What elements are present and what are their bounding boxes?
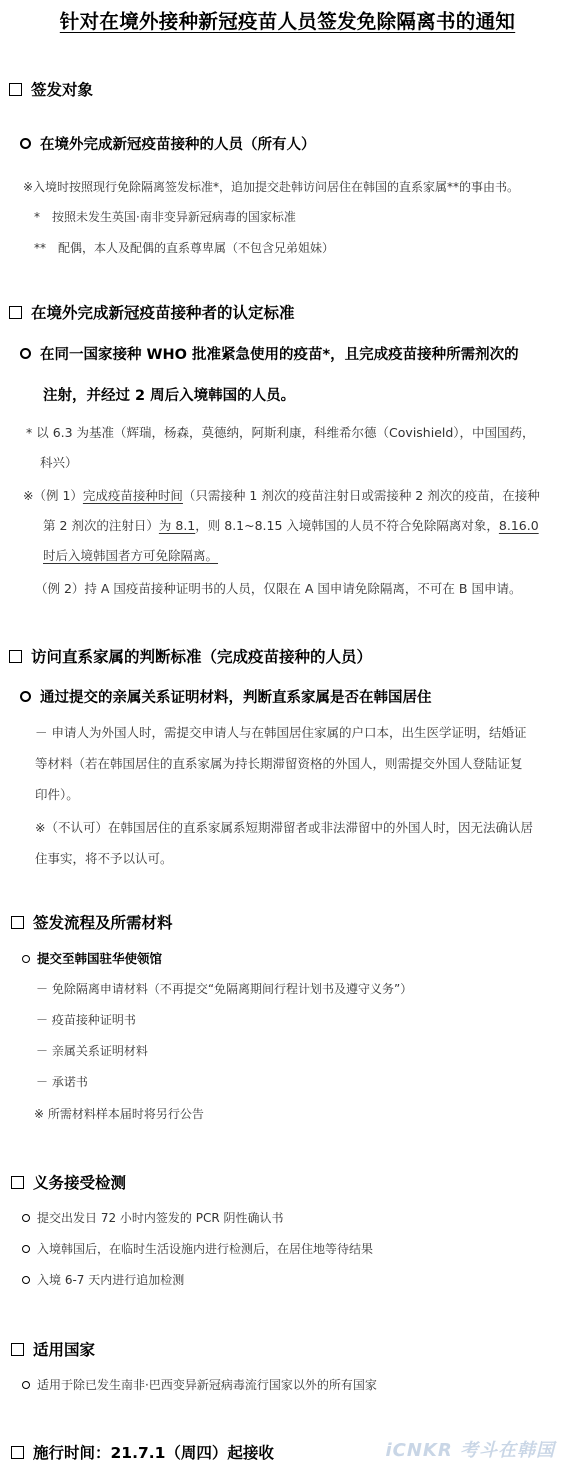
- section-heading-criteria: [9, 301, 295, 323]
- section-heading-label: 签发对象: [31, 81, 94, 99]
- section-heading-label: 签发流程及所需材料: [33, 914, 173, 932]
- list-item: [22, 1209, 283, 1226]
- list-item: [22, 1376, 377, 1393]
- checkbox-square-icon: [9, 83, 22, 96]
- page-title: 针对在境外接种新冠疫苗人员签发免除隔离书的通知: [59, 10, 516, 33]
- paragraph-line: ※（不认可）在韩国居住的直系家属系短期滞留者或非法滞留中的外国人时，因无法确认居: [35, 820, 533, 835]
- subheading-label: 在同一国家接种 WHO 批准紧急使用的疫苗*，且完成疫苗接种所需剂次的: [40, 347, 519, 363]
- section-heading-countries: [11, 1338, 95, 1360]
- subheading-criteria-line-2: 注射，并经过 2 周后入境韩国的人员。: [43, 388, 296, 404]
- underlined-text: 完成疫苗接种时间: [82, 488, 183, 503]
- subheading-submit: [22, 949, 162, 967]
- underlined-text: 为 8.1: [158, 518, 196, 533]
- paragraph-line: 等材料（若在韩国居住的直系家属为持长期滞留资格的外国人，则需提交外国人登陆证复: [35, 756, 523, 771]
- section-heading-label: 适用国家: [33, 1341, 96, 1359]
- list-item: [22, 1271, 184, 1288]
- section-heading-label: 在境外完成新冠疫苗接种者的认定标准: [31, 304, 295, 322]
- subheading-target: [20, 133, 316, 154]
- list-item: [22, 1240, 373, 1257]
- paragraph-line: 印件）。: [35, 787, 79, 802]
- circle-bullet-icon: [22, 1245, 30, 1253]
- example-label: ※（例 1）: [23, 488, 83, 503]
- subheading-label: 通过提交的亲属关系证明材料，判断直系家属是否在韩国居住: [40, 690, 432, 706]
- checkbox-square-icon: [11, 916, 24, 929]
- subheading-label: 在境外完成新冠疫苗接种的人员（所有人）: [40, 137, 316, 153]
- note-line: * 按照未发生英国·南非变异新冠病毒的国家标准: [34, 210, 296, 224]
- note-line: ** 配偶，本人及配偶的直系尊卑属（不包含兄弟姐妹）: [34, 241, 335, 255]
- section-heading-process: [11, 911, 173, 933]
- checkbox-square-icon: [9, 650, 22, 663]
- section-heading-testing: [11, 1171, 126, 1193]
- circle-bullet-icon: [22, 1381, 30, 1389]
- example-2: （例 2）持 A 国疫苗接种证明书的人员，仅限在 A 国申请免除隔离，不可在 B 国申请。: [35, 581, 522, 596]
- section-heading-effective-date: [11, 1441, 274, 1463]
- example-text: （只需接种 1 剂次的疫苗注射日或需接种 2 剂次的疫苗，在接种: [182, 488, 540, 503]
- circle-bullet-icon: [20, 138, 31, 149]
- list-item: － 承诺书: [36, 1075, 88, 1089]
- section-heading-family: [9, 645, 372, 667]
- underlined-text: 8.16.0: [498, 518, 539, 533]
- list-item-label: 入境韩国后，在临时生活设施内进行检测后，在居住地等待结果: [37, 1242, 374, 1256]
- subheading-label: 提交至韩国驻华使领馆: [37, 951, 163, 966]
- checkbox-square-icon: [11, 1176, 24, 1189]
- circle-bullet-icon: [20, 348, 31, 359]
- circle-bullet-icon: [22, 1276, 30, 1284]
- paragraph-line: 住事实，将不予以认可。: [35, 851, 173, 866]
- checkbox-square-icon: [11, 1446, 24, 1459]
- note-line: * 以 6.3 为基准（辉瑞，杨森，莫德纳，阿斯利康，科维希尔德（Covishield），中国国药，: [26, 425, 535, 440]
- example-text: ，则 8.1~8.15 入境韩国的人员不符合免除隔离对象，: [195, 518, 499, 533]
- watermark: iCNKR 考斗在韩国: [385, 1440, 555, 1461]
- circle-bullet-icon: [22, 955, 30, 963]
- example-1-line-1: [23, 486, 540, 504]
- section-heading-label: 义务接受检测: [33, 1174, 127, 1192]
- list-item-label: 提交出发日 72 小时内签发的 PCR 阴性确认书: [37, 1211, 284, 1225]
- example-1-line-3: 时后入境韩国者方可免除隔离。: [43, 548, 219, 563]
- note-line: ※ 所需材料样本届时将另行公告: [34, 1107, 204, 1121]
- circle-bullet-icon: [20, 691, 31, 702]
- section-heading-label: 访问直系家属的判断标准（完成疫苗接种的人员）: [31, 648, 373, 666]
- list-item: － 亲属关系证明材料: [36, 1044, 148, 1058]
- section-heading-label: 施行时间：21.7.1（周四）起接收: [33, 1444, 274, 1462]
- list-item-label: 入境 6-7 天内进行追加检测: [37, 1273, 185, 1287]
- subheading-family: [20, 686, 432, 707]
- note-line: 科兴）: [40, 455, 78, 470]
- list-item: － 疫苗接种证明书: [36, 1013, 136, 1027]
- circle-bullet-icon: [22, 1214, 30, 1222]
- example-text: 第 2 剂次的注射日）: [43, 518, 159, 533]
- paragraph-line: － 申请人为外国人时，需提交申请人与在韩国居住家属的户口本，出生医学证明，结婚证: [35, 725, 527, 740]
- section-heading-issue-target: [9, 78, 93, 100]
- list-item-label: 适用于除已发生南非·巴西变异新冠病毒流行国家以外的所有国家: [37, 1378, 377, 1392]
- note-line: ※入境时按照现行免除隔离签发标准*，追加提交赴韩访问居住在韩国的直系家属**的事由书。: [23, 180, 520, 194]
- subheading-criteria-line-1: [20, 343, 519, 364]
- checkbox-square-icon: [11, 1343, 24, 1356]
- checkbox-square-icon: [9, 306, 22, 319]
- example-1-line-2: [43, 516, 539, 534]
- list-item: － 免除隔离申请材料（不再提交“免隔离期间行程计划书及遵守义务”）: [36, 982, 413, 996]
